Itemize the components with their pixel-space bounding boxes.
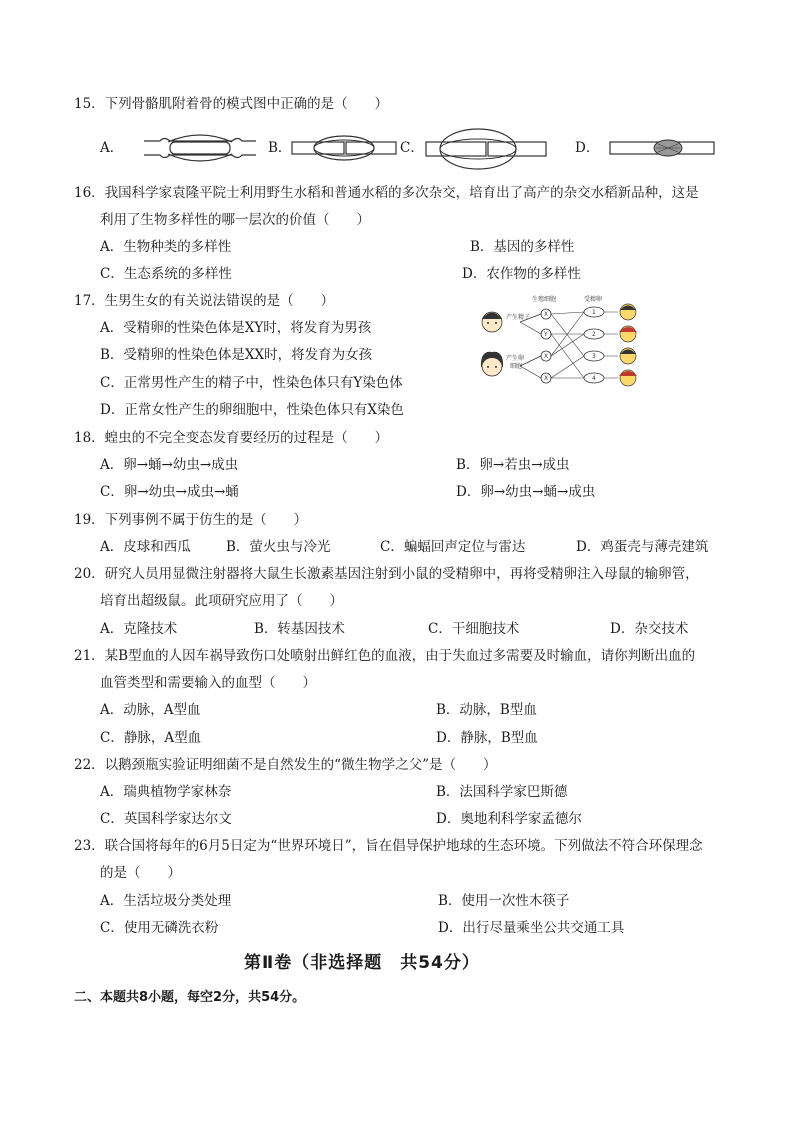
question-22-stem: 22．以鹅颈瓶实验证明细菌不是自然发生的“微生物学之父”是（ ） bbox=[74, 757, 497, 773]
q20-option-d[interactable]: D．杂交技术 bbox=[610, 621, 689, 637]
q16-option-c[interactable]: C．生态系统的多样性 bbox=[100, 266, 232, 282]
male-face-icon bbox=[482, 312, 502, 332]
child-face-icon bbox=[619, 304, 637, 386]
q21-option-d[interactable]: D．静脉，B型血 bbox=[436, 730, 538, 746]
zygote-2: 2 bbox=[592, 331, 596, 338]
q15-option-c-label[interactable]: C． bbox=[400, 140, 424, 156]
q23-option-c[interactable]: C．使用无磷洗衣粉 bbox=[100, 920, 219, 936]
q21-option-a[interactable]: A．动脉，A型血 bbox=[100, 702, 201, 718]
question-23-stem-1: 23．联合国将每年的6月5日定为“世界环境日”，旨在倡导保护地球的生态环境。下列做法不符合环保理念 bbox=[74, 838, 703, 854]
q16-option-d[interactable]: D．农作物的多样性 bbox=[462, 266, 581, 282]
question-20-stem-2: 培育出超级鼠。此项研究应用了（ ） bbox=[100, 593, 343, 609]
q23-option-a[interactable]: A．生活垃圾分类处理 bbox=[100, 893, 232, 909]
q18-option-b[interactable]: B．卵→若虫→成虫 bbox=[456, 457, 570, 473]
q22-option-c[interactable]: C．英国科学家达尔文 bbox=[100, 811, 232, 827]
zygote-4: 4 bbox=[592, 375, 596, 382]
chromosome-3: X bbox=[544, 353, 549, 360]
q20-option-c[interactable]: C．干细胞技术 bbox=[428, 621, 520, 637]
q22-option-a[interactable]: A．瑞典植物学家林奈 bbox=[100, 784, 232, 800]
q20-option-a[interactable]: A．克隆技术 bbox=[100, 621, 178, 637]
question-21-stem-2: 血管类型和需要输入的血型（ ） bbox=[100, 675, 316, 691]
diagram-male-label: 产生精子 bbox=[506, 314, 531, 321]
q21-option-c[interactable]: C．静脉，A型血 bbox=[100, 730, 202, 746]
q15-option-a-diagram bbox=[140, 130, 260, 166]
diagram-col-zygote: 受精卵 bbox=[584, 296, 603, 303]
question-20-stem-1: 20．研究人员用显微注射器将大鼠生长激素基因注射到小鼠的受精卵中，再将受精卵注入母鼠的输卵管， bbox=[74, 566, 699, 582]
question-16-stem-2: 利用了生物多样性的哪一层次的价值（ ） bbox=[100, 212, 370, 228]
diagram-col-sperm: 生殖细胞 bbox=[532, 296, 557, 303]
q23-option-b[interactable]: B．使用一次性木筷子 bbox=[438, 893, 570, 909]
q23-option-d[interactable]: D．出行尽量乘坐公共交通工具 bbox=[438, 920, 625, 936]
q19-option-c[interactable]: C．蝙蝠回声定位与雷达 bbox=[380, 539, 526, 555]
zygote-3: 3 bbox=[592, 353, 596, 360]
q15-option-d-label[interactable]: D． bbox=[575, 140, 600, 156]
question-15-stem: 15．下列骨骼肌附着骨的模式图中正确的是（ ） bbox=[74, 96, 389, 112]
question-18-stem: 18．蝗虫的不完全变态发育要经历的过程是（ ） bbox=[74, 430, 389, 446]
q21-option-b[interactable]: B．动脉，B型血 bbox=[436, 702, 537, 718]
q17-option-a[interactable]: A．受精卵的性染色体是XY时，将发育为男孩 bbox=[100, 320, 372, 336]
q15-option-b-diagram bbox=[288, 128, 400, 168]
q19-option-a[interactable]: A．皮球和西瓜 bbox=[100, 539, 191, 555]
q22-option-b[interactable]: B．法国科学家巴斯德 bbox=[436, 784, 568, 800]
question-17-stem: 17．生男生女的有关说法错误的是（ ） bbox=[74, 293, 335, 309]
zygote-1: 1 bbox=[592, 309, 596, 316]
chromosome-1: X bbox=[544, 311, 549, 318]
q16-option-b[interactable]: B．基因的多样性 bbox=[470, 239, 575, 255]
q18-option-d[interactable]: D．卵→幼虫→蛹→成虫 bbox=[456, 484, 596, 500]
question-23-stem-2: 的是（ ） bbox=[100, 865, 181, 881]
q17-option-b[interactable]: B．受精卵的性染色体是XX时，将发育为女孩 bbox=[100, 347, 373, 363]
q22-option-d[interactable]: D．奥地利科学家孟德尔 bbox=[436, 811, 582, 827]
section-2-instructions: 二、本题共8小题，每空2分，共54分。 bbox=[74, 990, 306, 1005]
female-face-icon bbox=[481, 352, 503, 376]
sex-determination-diagram bbox=[476, 292, 646, 392]
q18-option-c[interactable]: C．卵→幼虫→成虫→蛹 bbox=[100, 484, 239, 500]
chromosome-4: X bbox=[544, 375, 549, 382]
question-16-stem-1: 16．我国科学家袁隆平院士利用野生水稻和普通水稻的多次杂交，培育出了高产的杂交水稻新品种，这是 bbox=[74, 185, 699, 201]
section-2-title: 第Ⅱ卷（非选择题 共54分） bbox=[244, 953, 480, 973]
q19-option-d[interactable]: D．鸡蛋壳与薄壳建筑 bbox=[576, 539, 709, 555]
q17-option-c[interactable]: C．正常男性产生的精子中，性染色体只有Y染色体 bbox=[100, 375, 403, 391]
q15-option-d-diagram bbox=[606, 134, 718, 162]
q15-option-b-label[interactable]: B． bbox=[268, 140, 292, 156]
q18-option-a[interactable]: A．卵→蛹→幼虫→成虫 bbox=[100, 457, 239, 473]
q17-option-d[interactable]: D．正常女性产生的卵细胞中，性染色体只有X染色 bbox=[100, 402, 404, 418]
question-21-stem-1: 21．某B型血的人因车祸导致伤口处喷射出鲜红色的血液，由于失血过多需要及时输血，请你判断出血的 bbox=[74, 648, 696, 664]
diagram-female-label-2: 细胞 bbox=[510, 363, 523, 370]
chromosome-2: Y bbox=[544, 331, 548, 338]
q16-option-a[interactable]: A．生物种类的多样性 bbox=[100, 239, 232, 255]
q15-option-a-label[interactable]: A． bbox=[100, 140, 124, 156]
q19-option-b[interactable]: B．萤火虫与冷光 bbox=[226, 539, 331, 555]
diagram-female-label: 产生卵 bbox=[506, 355, 525, 362]
q15-option-c-diagram bbox=[420, 124, 552, 172]
q20-option-b[interactable]: B．转基因技术 bbox=[254, 621, 345, 637]
question-19-stem: 19．下列事例不属于仿生的是（ ） bbox=[74, 512, 308, 528]
